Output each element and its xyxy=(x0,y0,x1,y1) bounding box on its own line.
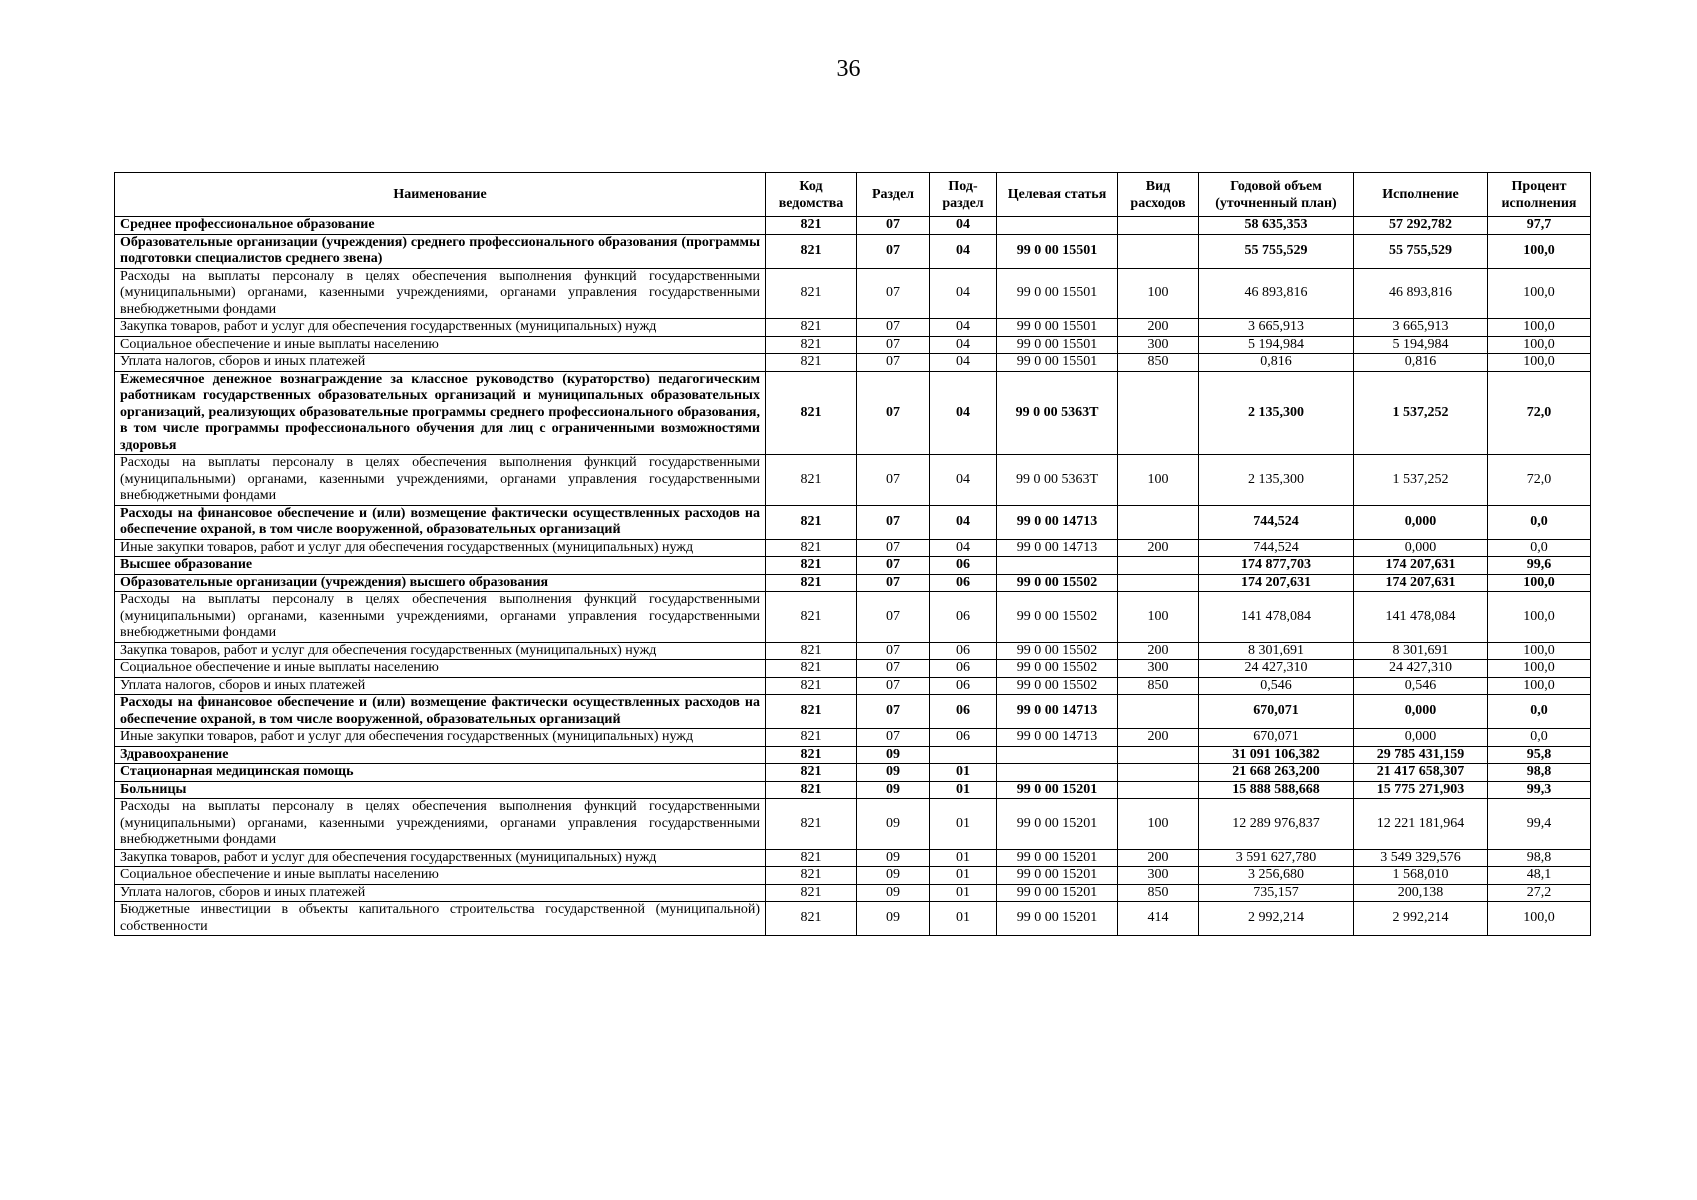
execution-cell: 0,000 xyxy=(1354,539,1488,557)
execution-cell: 21 417 658,307 xyxy=(1354,764,1488,782)
execution-percent-cell: 99,6 xyxy=(1488,557,1591,575)
annual-plan-cell: 2 135,300 xyxy=(1199,371,1354,455)
header-section: Раздел xyxy=(857,173,930,217)
subsection-cell: 04 xyxy=(930,319,997,337)
execution-percent-cell: 100,0 xyxy=(1488,902,1591,936)
table-row xyxy=(115,574,1591,592)
target-article-cell: 99 0 00 5363Т xyxy=(997,371,1118,455)
target-article-cell: 99 0 00 15501 xyxy=(997,336,1118,354)
annual-plan-cell: 3 591 627,780 xyxy=(1199,849,1354,867)
table-row xyxy=(115,319,1591,337)
target-article-cell: 99 0 00 15201 xyxy=(997,902,1118,936)
subsection-cell: 06 xyxy=(930,574,997,592)
annual-plan-cell: 31 091 106,382 xyxy=(1199,746,1354,764)
annual-plan-cell: 141 478,084 xyxy=(1199,592,1354,643)
section-cell: 09 xyxy=(857,884,930,902)
row-name-cell: Расходы на финансовое обеспечение и (или) возмещение фактически осуществленных расходов на обеспечение охраной, в том числе вооруженной, образовательных организаций xyxy=(115,505,766,539)
row-name-cell: Расходы на выплаты персоналу в целях обеспечения выполнения функций государственными (муниципальными) органами, казенными учреждениями, органами управления государственными внебюджетными фондами xyxy=(115,268,766,319)
target-article-cell: 99 0 00 14713 xyxy=(997,729,1118,747)
row-name-cell: Социальное обеспечение и иные выплаты населению xyxy=(115,336,766,354)
target-article-cell: 99 0 00 15201 xyxy=(997,781,1118,799)
row-name-cell: Высшее образование xyxy=(115,557,766,575)
table-row xyxy=(115,336,1591,354)
table-row xyxy=(115,642,1591,660)
expense-type-cell xyxy=(1118,557,1199,575)
subsection-cell: 04 xyxy=(930,371,997,455)
row-name-cell: Образовательные организации (учреждения) среднего профессионального образования (программы подготовки специалистов среднего звена) xyxy=(115,234,766,268)
expense-type-cell: 850 xyxy=(1118,677,1199,695)
header-execution: Исполнение xyxy=(1354,173,1488,217)
execution-percent-cell: 72,0 xyxy=(1488,371,1591,455)
execution-percent-cell: 100,0 xyxy=(1488,677,1591,695)
expense-type-cell xyxy=(1118,234,1199,268)
department-code-cell: 821 xyxy=(766,319,857,337)
section-cell: 07 xyxy=(857,729,930,747)
row-name-cell: Среднее профессиональное образование xyxy=(115,217,766,235)
execution-cell: 24 427,310 xyxy=(1354,660,1488,678)
section-cell: 09 xyxy=(857,849,930,867)
execution-cell: 2 992,214 xyxy=(1354,902,1488,936)
execution-percent-cell: 0,0 xyxy=(1488,695,1591,729)
expense-type-cell xyxy=(1118,746,1199,764)
execution-cell: 29 785 431,159 xyxy=(1354,746,1488,764)
department-code-cell: 821 xyxy=(766,729,857,747)
table-row xyxy=(115,849,1591,867)
execution-cell: 15 775 271,903 xyxy=(1354,781,1488,799)
department-code-cell: 821 xyxy=(766,336,857,354)
target-article-cell: 99 0 00 15501 xyxy=(997,354,1118,372)
section-cell: 07 xyxy=(857,354,930,372)
section-cell: 07 xyxy=(857,217,930,235)
execution-cell: 0,546 xyxy=(1354,677,1488,695)
target-article-cell: 99 0 00 15201 xyxy=(997,884,1118,902)
expense-type-cell: 100 xyxy=(1118,455,1199,506)
target-article-cell xyxy=(997,557,1118,575)
section-cell: 07 xyxy=(857,642,930,660)
annual-plan-cell: 735,157 xyxy=(1199,884,1354,902)
header-annual-plan: Годовой объем (уточненный план) xyxy=(1199,173,1354,217)
table-row xyxy=(115,781,1591,799)
page-number: 36 xyxy=(836,56,861,82)
expense-type-cell: 100 xyxy=(1118,592,1199,643)
row-name-cell: Образовательные организации (учреждения) высшего образования xyxy=(115,574,766,592)
target-article-cell: 99 0 00 15501 xyxy=(997,234,1118,268)
execution-percent-cell: 0,0 xyxy=(1488,539,1591,557)
department-code-cell: 821 xyxy=(766,764,857,782)
department-code-cell: 821 xyxy=(766,268,857,319)
target-article-cell: 99 0 00 14713 xyxy=(997,539,1118,557)
execution-percent-cell: 100,0 xyxy=(1488,354,1591,372)
annual-plan-cell: 58 635,353 xyxy=(1199,217,1354,235)
target-article-cell: 99 0 00 14713 xyxy=(997,505,1118,539)
header-expense-type: Вид расходов xyxy=(1118,173,1199,217)
department-code-cell: 821 xyxy=(766,371,857,455)
annual-plan-cell: 744,524 xyxy=(1199,539,1354,557)
annual-plan-cell: 55 755,529 xyxy=(1199,234,1354,268)
expense-type-cell: 300 xyxy=(1118,336,1199,354)
execution-cell: 46 893,816 xyxy=(1354,268,1488,319)
annual-plan-cell: 2 992,214 xyxy=(1199,902,1354,936)
department-code-cell: 821 xyxy=(766,867,857,885)
annual-plan-cell: 670,071 xyxy=(1199,729,1354,747)
execution-cell: 3 549 329,576 xyxy=(1354,849,1488,867)
subsection-cell: 01 xyxy=(930,849,997,867)
target-article-cell xyxy=(997,746,1118,764)
annual-plan-cell: 24 427,310 xyxy=(1199,660,1354,678)
section-cell: 07 xyxy=(857,319,930,337)
budget-execution-table xyxy=(114,172,1591,936)
table-header-row xyxy=(115,173,1591,217)
section-cell: 07 xyxy=(857,455,930,506)
subsection-cell: 04 xyxy=(930,505,997,539)
target-article-cell: 99 0 00 15201 xyxy=(997,867,1118,885)
execution-cell: 174 207,631 xyxy=(1354,574,1488,592)
execution-percent-cell: 99,4 xyxy=(1488,799,1591,850)
section-cell: 07 xyxy=(857,695,930,729)
department-code-cell: 821 xyxy=(766,781,857,799)
header-department-code: Код ведомства xyxy=(766,173,857,217)
department-code-cell: 821 xyxy=(766,574,857,592)
subsection-cell: 06 xyxy=(930,677,997,695)
department-code-cell: 821 xyxy=(766,884,857,902)
section-cell: 07 xyxy=(857,539,930,557)
section-cell: 07 xyxy=(857,505,930,539)
execution-cell: 0,000 xyxy=(1354,505,1488,539)
subsection-cell: 06 xyxy=(930,729,997,747)
header-name: Наименование xyxy=(115,173,766,217)
annual-plan-cell: 15 888 588,668 xyxy=(1199,781,1354,799)
execution-cell: 57 292,782 xyxy=(1354,217,1488,235)
header-subsection: Под-раздел xyxy=(930,173,997,217)
table-body xyxy=(115,217,1591,936)
section-cell: 07 xyxy=(857,268,930,319)
section-cell: 09 xyxy=(857,781,930,799)
table-row xyxy=(115,354,1591,372)
expense-type-cell xyxy=(1118,505,1199,539)
subsection-cell: 06 xyxy=(930,660,997,678)
table-row xyxy=(115,867,1591,885)
table-row xyxy=(115,660,1591,678)
section-cell: 07 xyxy=(857,234,930,268)
annual-plan-cell: 21 668 263,200 xyxy=(1199,764,1354,782)
department-code-cell: 821 xyxy=(766,902,857,936)
target-article-cell: 99 0 00 14713 xyxy=(997,695,1118,729)
execution-percent-cell: 100,0 xyxy=(1488,234,1591,268)
row-name-cell: Иные закупки товаров, работ и услуг для обеспечения государственных (муниципальных) нужд xyxy=(115,539,766,557)
execution-cell: 174 207,631 xyxy=(1354,557,1488,575)
row-name-cell: Иные закупки товаров, работ и услуг для обеспечения государственных (муниципальных) нужд xyxy=(115,729,766,747)
annual-plan-cell: 3 256,680 xyxy=(1199,867,1354,885)
row-name-cell: Уплата налогов, сборов и иных платежей xyxy=(115,677,766,695)
section-cell: 07 xyxy=(857,660,930,678)
execution-percent-cell: 100,0 xyxy=(1488,268,1591,319)
annual-plan-cell: 3 665,913 xyxy=(1199,319,1354,337)
section-cell: 07 xyxy=(857,336,930,354)
row-name-cell: Закупка товаров, работ и услуг для обеспечения государственных (муниципальных) нужд xyxy=(115,319,766,337)
annual-plan-cell: 12 289 976,837 xyxy=(1199,799,1354,850)
execution-percent-cell: 100,0 xyxy=(1488,336,1591,354)
table-row xyxy=(115,557,1591,575)
section-cell: 09 xyxy=(857,799,930,850)
execution-cell: 5 194,984 xyxy=(1354,336,1488,354)
execution-percent-cell: 98,8 xyxy=(1488,764,1591,782)
execution-cell: 3 665,913 xyxy=(1354,319,1488,337)
row-name-cell: Стационарная медицинская помощь xyxy=(115,764,766,782)
subsection-cell: 01 xyxy=(930,799,997,850)
execution-cell: 0,000 xyxy=(1354,729,1488,747)
table-row xyxy=(115,455,1591,506)
expense-type-cell: 200 xyxy=(1118,642,1199,660)
table-row xyxy=(115,677,1591,695)
execution-percent-cell: 100,0 xyxy=(1488,574,1591,592)
department-code-cell: 821 xyxy=(766,354,857,372)
execution-percent-cell: 98,8 xyxy=(1488,849,1591,867)
execution-percent-cell: 0,0 xyxy=(1488,505,1591,539)
target-article-cell xyxy=(997,764,1118,782)
expense-type-cell: 300 xyxy=(1118,867,1199,885)
annual-plan-cell: 8 301,691 xyxy=(1199,642,1354,660)
row-name-cell: Социальное обеспечение и иные выплаты населению xyxy=(115,660,766,678)
table-row xyxy=(115,884,1591,902)
expense-type-cell: 850 xyxy=(1118,884,1199,902)
subsection-cell: 04 xyxy=(930,455,997,506)
expense-type-cell: 100 xyxy=(1118,799,1199,850)
subsection-cell: 01 xyxy=(930,867,997,885)
execution-cell: 12 221 181,964 xyxy=(1354,799,1488,850)
department-code-cell: 821 xyxy=(766,234,857,268)
subsection-cell xyxy=(930,746,997,764)
target-article-cell xyxy=(997,217,1118,235)
expense-type-cell xyxy=(1118,764,1199,782)
department-code-cell: 821 xyxy=(766,695,857,729)
section-cell: 07 xyxy=(857,677,930,695)
subsection-cell: 06 xyxy=(930,642,997,660)
department-code-cell: 821 xyxy=(766,642,857,660)
execution-cell: 0,000 xyxy=(1354,695,1488,729)
expense-type-cell: 200 xyxy=(1118,729,1199,747)
section-cell: 07 xyxy=(857,574,930,592)
row-name-cell: Уплата налогов, сборов и иных платежей xyxy=(115,354,766,372)
subsection-cell: 04 xyxy=(930,268,997,319)
execution-cell: 141 478,084 xyxy=(1354,592,1488,643)
department-code-cell: 821 xyxy=(766,677,857,695)
row-name-cell: Уплата налогов, сборов и иных платежей xyxy=(115,884,766,902)
department-code-cell: 821 xyxy=(766,455,857,506)
annual-plan-cell: 0,816 xyxy=(1199,354,1354,372)
target-article-cell: 99 0 00 15502 xyxy=(997,642,1118,660)
annual-plan-cell: 670,071 xyxy=(1199,695,1354,729)
department-code-cell: 821 xyxy=(766,505,857,539)
department-code-cell: 821 xyxy=(766,746,857,764)
section-cell: 07 xyxy=(857,592,930,643)
expense-type-cell xyxy=(1118,695,1199,729)
subsection-cell: 01 xyxy=(930,884,997,902)
expense-type-cell: 414 xyxy=(1118,902,1199,936)
execution-cell: 1 537,252 xyxy=(1354,455,1488,506)
subsection-cell: 01 xyxy=(930,764,997,782)
department-code-cell: 821 xyxy=(766,849,857,867)
expense-type-cell: 200 xyxy=(1118,849,1199,867)
execution-percent-cell: 27,2 xyxy=(1488,884,1591,902)
department-code-cell: 821 xyxy=(766,799,857,850)
target-article-cell: 99 0 00 15201 xyxy=(997,799,1118,850)
annual-plan-cell: 5 194,984 xyxy=(1199,336,1354,354)
department-code-cell: 821 xyxy=(766,660,857,678)
annual-plan-cell: 0,546 xyxy=(1199,677,1354,695)
department-code-cell: 821 xyxy=(766,592,857,643)
subsection-cell: 06 xyxy=(930,695,997,729)
table-row xyxy=(115,268,1591,319)
table-row xyxy=(115,234,1591,268)
row-name-cell: Закупка товаров, работ и услуг для обеспечения государственных (муниципальных) нужд xyxy=(115,642,766,660)
subsection-cell: 04 xyxy=(930,539,997,557)
execution-percent-cell: 99,3 xyxy=(1488,781,1591,799)
department-code-cell: 821 xyxy=(766,557,857,575)
expense-type-cell: 200 xyxy=(1118,319,1199,337)
row-name-cell: Ежемесячное денежное вознаграждение за классное руководство (кураторство) педагогическим работникам государственных образовательных организаций и муниципальных образовательных организаций, реализующих образовательные программы среднего профессионального образования, в том числе программы профессионального обучения для лиц с ограниченными возможностями здоровья xyxy=(115,371,766,455)
table-row xyxy=(115,746,1591,764)
target-article-cell: 99 0 00 15501 xyxy=(997,319,1118,337)
subsection-cell: 04 xyxy=(930,354,997,372)
execution-cell: 8 301,691 xyxy=(1354,642,1488,660)
target-article-cell: 99 0 00 15501 xyxy=(997,268,1118,319)
subsection-cell: 01 xyxy=(930,781,997,799)
target-article-cell: 99 0 00 15502 xyxy=(997,574,1118,592)
header-target-article: Целевая статья xyxy=(997,173,1118,217)
execution-cell: 0,816 xyxy=(1354,354,1488,372)
expense-type-cell xyxy=(1118,781,1199,799)
execution-percent-cell: 0,0 xyxy=(1488,729,1591,747)
row-name-cell: Больницы xyxy=(115,781,766,799)
execution-percent-cell: 48,1 xyxy=(1488,867,1591,885)
department-code-cell: 821 xyxy=(766,539,857,557)
row-name-cell: Расходы на финансовое обеспечение и (или) возмещение фактически осуществленных расходов на обеспечение охраной, в том числе вооруженной, образовательных организаций xyxy=(115,695,766,729)
execution-percent-cell: 72,0 xyxy=(1488,455,1591,506)
target-article-cell: 99 0 00 15502 xyxy=(997,660,1118,678)
annual-plan-cell: 174 207,631 xyxy=(1199,574,1354,592)
row-name-cell: Расходы на выплаты персоналу в целях обеспечения выполнения функций государственными (муниципальными) органами, казенными учреждениями, органами управления государственными внебюджетными фондами xyxy=(115,455,766,506)
execution-cell: 1 537,252 xyxy=(1354,371,1488,455)
expense-type-cell xyxy=(1118,217,1199,235)
subsection-cell: 04 xyxy=(930,217,997,235)
table-row xyxy=(115,695,1591,729)
subsection-cell: 04 xyxy=(930,234,997,268)
execution-percent-cell: 100,0 xyxy=(1488,592,1591,643)
target-article-cell: 99 0 00 5363Т xyxy=(997,455,1118,506)
expense-type-cell: 850 xyxy=(1118,354,1199,372)
subsection-cell: 06 xyxy=(930,557,997,575)
target-article-cell: 99 0 00 15201 xyxy=(997,849,1118,867)
table-row xyxy=(115,592,1591,643)
expense-type-cell xyxy=(1118,574,1199,592)
table-row xyxy=(115,902,1591,936)
annual-plan-cell: 2 135,300 xyxy=(1199,455,1354,506)
table-row xyxy=(115,764,1591,782)
subsection-cell: 06 xyxy=(930,592,997,643)
subsection-cell: 04 xyxy=(930,336,997,354)
table-row xyxy=(115,539,1591,557)
annual-plan-cell: 744,524 xyxy=(1199,505,1354,539)
row-name-cell: Здравоохранение xyxy=(115,746,766,764)
execution-percent-cell: 100,0 xyxy=(1488,319,1591,337)
expense-type-cell: 200 xyxy=(1118,539,1199,557)
section-cell: 09 xyxy=(857,902,930,936)
target-article-cell: 99 0 00 15502 xyxy=(997,677,1118,695)
annual-plan-cell: 46 893,816 xyxy=(1199,268,1354,319)
execution-percent-cell: 100,0 xyxy=(1488,642,1591,660)
row-name-cell: Расходы на выплаты персоналу в целях обеспечения выполнения функций государственными (муниципальными) органами, казенными учреждениями, органами управления государственными внебюджетными фондами xyxy=(115,592,766,643)
expense-type-cell: 100 xyxy=(1118,268,1199,319)
execution-cell: 55 755,529 xyxy=(1354,234,1488,268)
annual-plan-cell: 174 877,703 xyxy=(1199,557,1354,575)
target-article-cell: 99 0 00 15502 xyxy=(997,592,1118,643)
row-name-cell: Расходы на выплаты персоналу в целях обеспечения выполнения функций государственными (муниципальными) органами, казенными учреждениями, органами управления государственными внебюджетными фондами xyxy=(115,799,766,850)
section-cell: 07 xyxy=(857,557,930,575)
execution-percent-cell: 95,8 xyxy=(1488,746,1591,764)
table-row xyxy=(115,371,1591,455)
table-row xyxy=(115,505,1591,539)
section-cell: 09 xyxy=(857,764,930,782)
expense-type-cell xyxy=(1118,371,1199,455)
subsection-cell: 01 xyxy=(930,902,997,936)
section-cell: 09 xyxy=(857,746,930,764)
execution-percent-cell: 97,7 xyxy=(1488,217,1591,235)
table-row xyxy=(115,217,1591,235)
section-cell: 07 xyxy=(857,371,930,455)
expense-type-cell: 300 xyxy=(1118,660,1199,678)
department-code-cell: 821 xyxy=(766,217,857,235)
row-name-cell: Бюджетные инвестиции в объекты капитального строительства государственной (муниципальной) собственности xyxy=(115,902,766,936)
row-name-cell: Социальное обеспечение и иные выплаты населению xyxy=(115,867,766,885)
table-row xyxy=(115,729,1591,747)
execution-percent-cell: 100,0 xyxy=(1488,660,1591,678)
header-percent: Процент исполнения xyxy=(1488,173,1591,217)
execution-cell: 1 568,010 xyxy=(1354,867,1488,885)
row-name-cell: Закупка товаров, работ и услуг для обеспечения государственных (муниципальных) нужд xyxy=(115,849,766,867)
table-row xyxy=(115,799,1591,850)
execution-cell: 200,138 xyxy=(1354,884,1488,902)
section-cell: 09 xyxy=(857,867,930,885)
